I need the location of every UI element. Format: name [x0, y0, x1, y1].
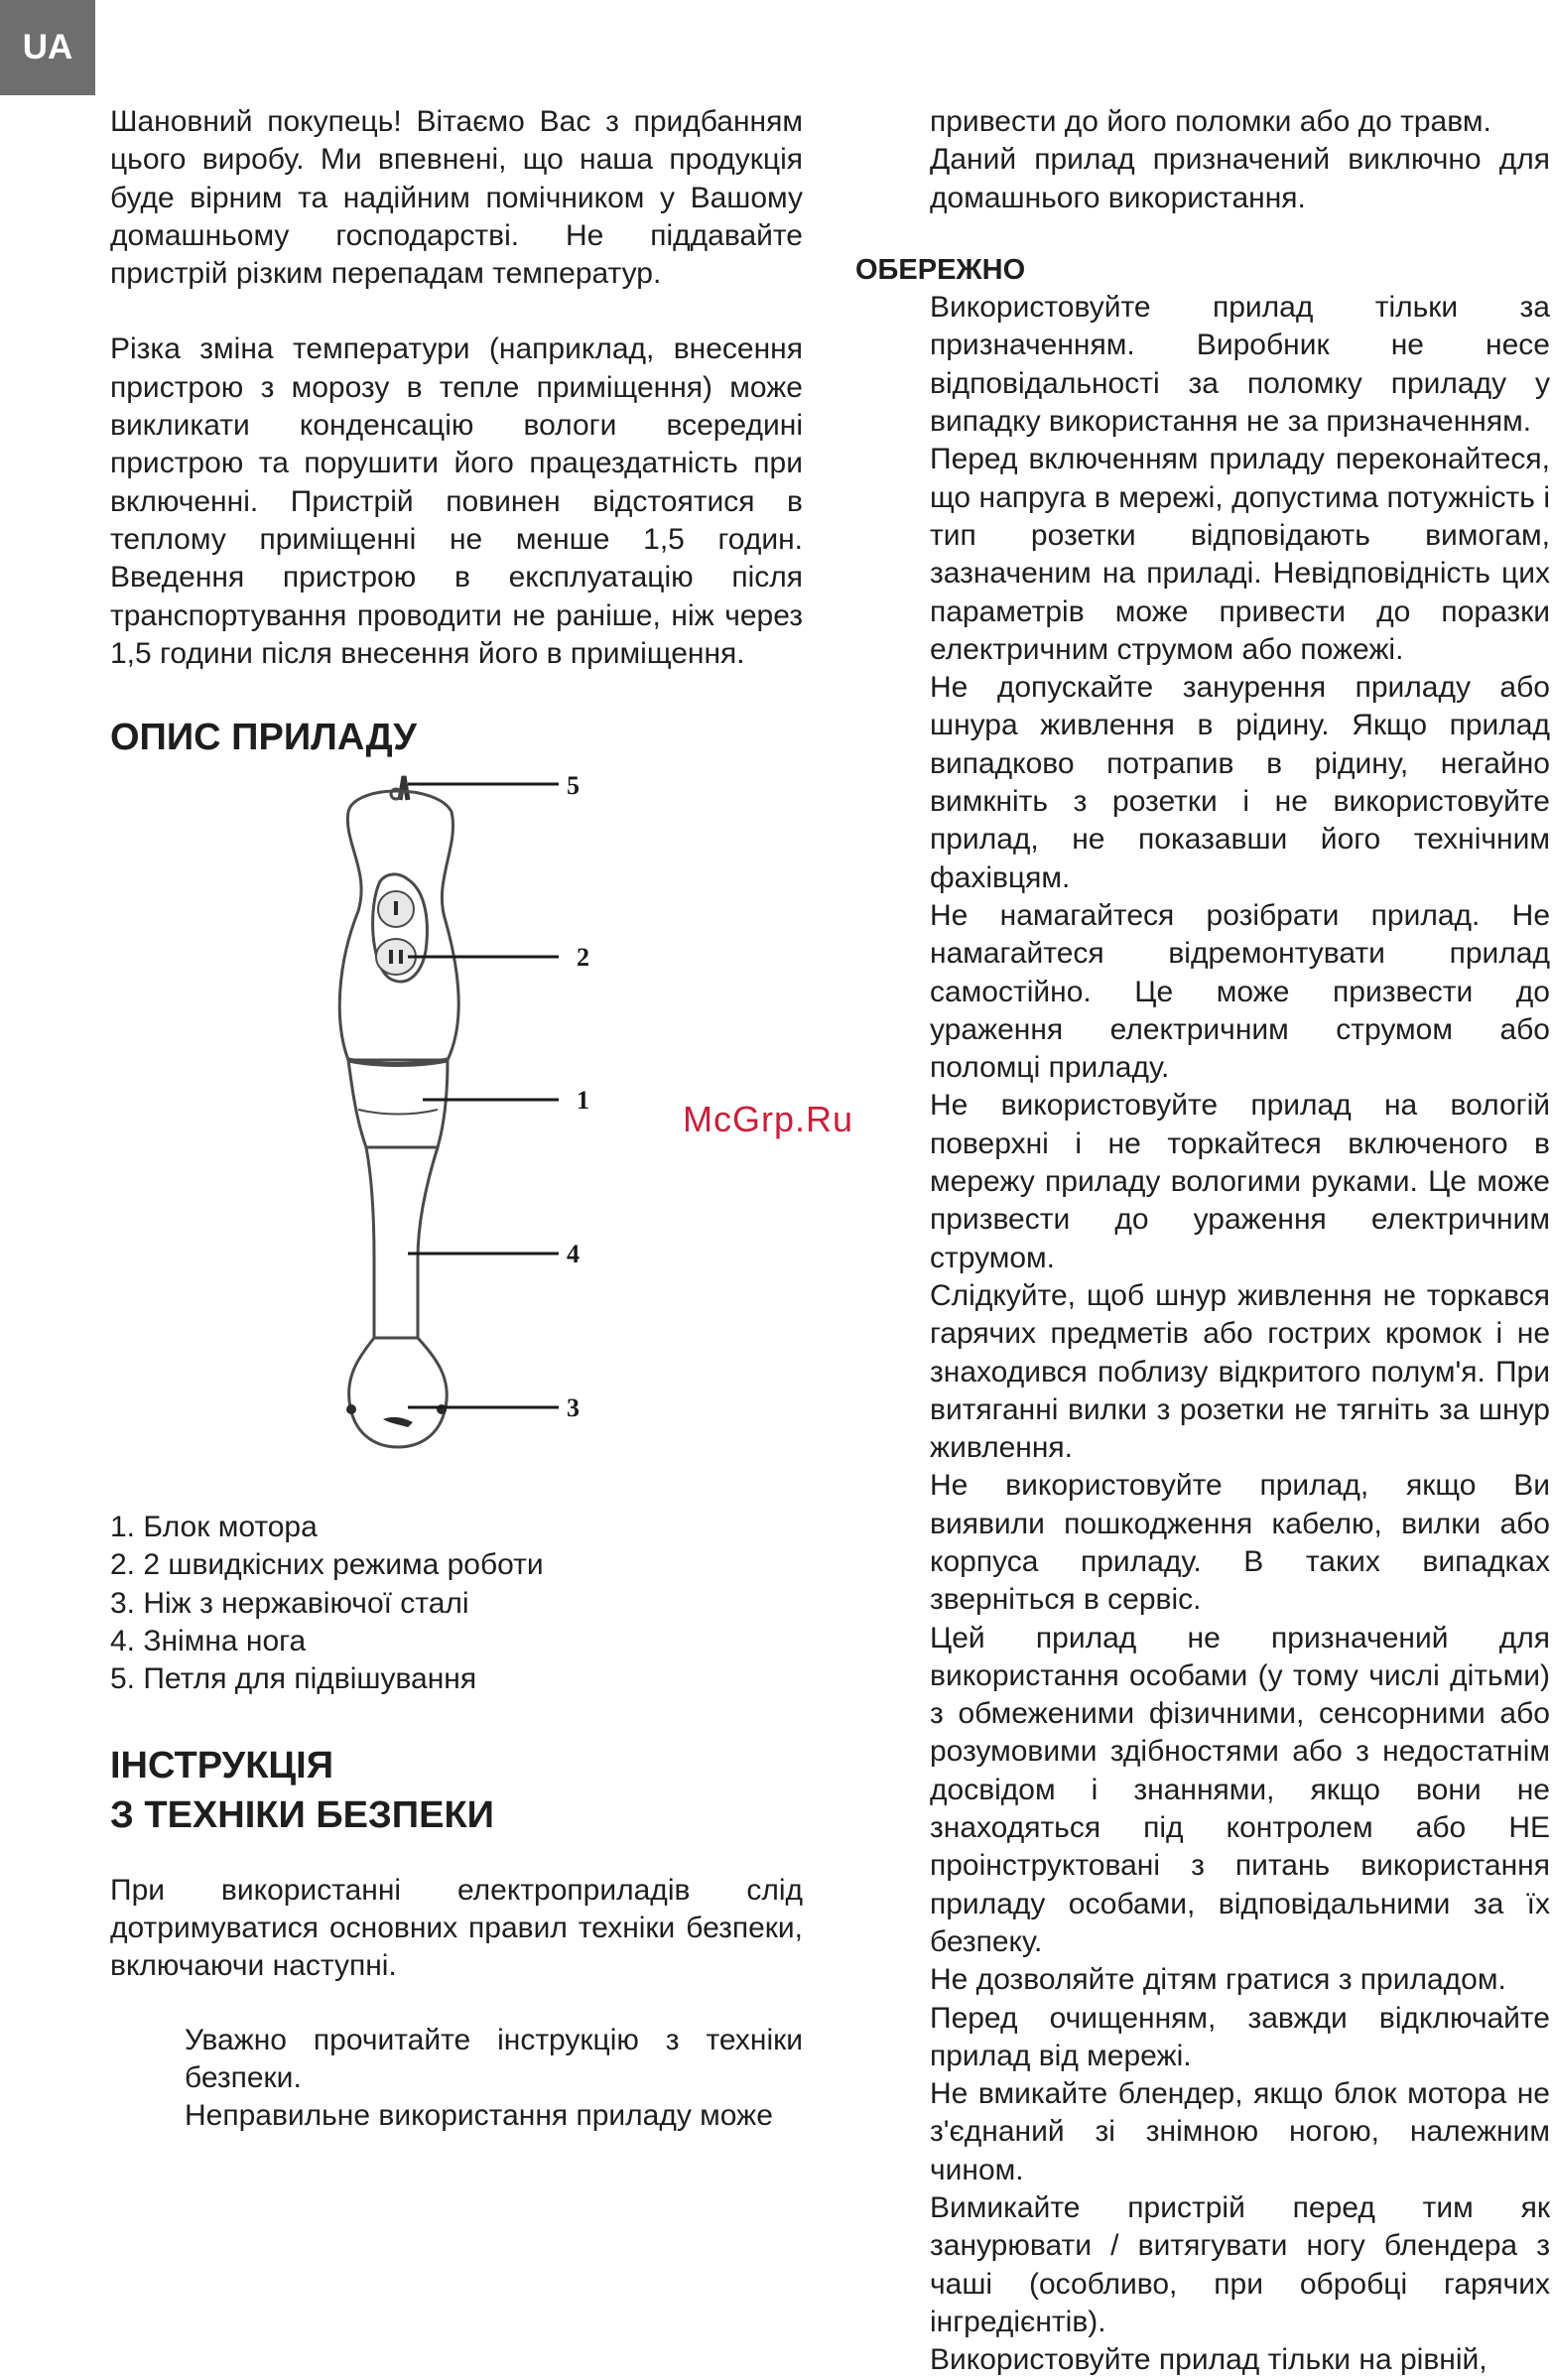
language-tab: UA [0, 0, 95, 95]
description-heading: ОПИС ПРИЛАДУ [110, 717, 417, 759]
caution-paragraph: Не вмикайте блендер, якщо блок мотора не з'єднаний зі знімною ногою, належним чином. [930, 2077, 1550, 2186]
caution-paragraph: Перед очищенням, завжди відключайте прилад від мережі. [930, 2001, 1550, 2072]
safety-paragraph: Неправильне використання приладу може [185, 2099, 773, 2133]
safety-intro: При використанні електроприладів слід дотримуватися основних правил техніки безпеки, включаючи наступні. [110, 1873, 803, 1983]
diagram-label-5: 5 [567, 771, 580, 801]
caution-paragraph: Не допускайте занурення приладу або шнура живлення в рідину. Якщо прилад випадково потрапив в рідину, негайно вимкніть з розетки і не використовуйте прилад, не показавши його технічним фахівцям. [930, 671, 1550, 894]
diagram-label-4: 4 [567, 1240, 580, 1269]
caution-heading: ОБЕРЕЖНО [855, 253, 1026, 286]
safety-heading-line-1: ІНСТРУКЦІЯ [110, 1744, 334, 1786]
list-item: 3. Ніж з нержавіючої сталі [110, 1586, 469, 1620]
blender-diagram [110, 762, 803, 1571]
caution-list [855, 289, 1550, 2379]
list-item: 4. Знімна нога [110, 1625, 307, 1658]
diagram-label-3: 3 [567, 1393, 580, 1423]
intro-paragraph: Шановний покупець! Вітаємо Вас з придбанням цього виробу. Ми впевнені, що наша продукція буде вірним та надійним помічником у Вашому домашньому господарстві. Не піддавайте пристрій різким перепадам температур. [110, 105, 803, 291]
caution-paragraph: Перед включенням приладу переконайтеся, що напруга в мережі, допустима потужність і тип розетки відповідають вимогам, зазначеним на приладі. Невідповідність цих параметрів може привести до поразки електричним струмом або пожежі. [930, 443, 1550, 666]
temperature-paragraph: Різка зміна температури (наприклад, внесення пристрою з морозу в тепле приміщення) може викликати конденсацію вологи всередині пристрою та порушити його працездатність при включенні. Пристрій повинен відстоятися в теплому приміщенні не менше 1,5 годин. Введення пристрою в експлуатацію після транспортування проводити не раніше, ніж через 1,5 години після внесення його в приміщення. [110, 332, 803, 670]
list-item: 5. Петля для підвішування [110, 1662, 477, 1696]
right-column [855, 103, 1550, 2380]
caution-paragraph: Слідкуйте, щоб шнур живлення не торкався гарячих предметів або гострих кромок і не знаходився поблизу відкритого полум'я. При витяганні вилки з розетки не тягніть за шнур живлення. [930, 1278, 1550, 1465]
list-item: 1. Блок мотора [110, 1511, 318, 1544]
continued-paragraph: Даний прилад призначений виключно для домашнього використання. [930, 143, 1550, 214]
caution-paragraph: Не дозволяйте дітям гратися з приладом. [930, 1963, 1506, 1997]
blender-illustration [110, 762, 803, 1571]
list-item: 2. 2 швидкісних режима роботи [110, 1548, 544, 1582]
continued-paragraph: привести до його поломки або до травм. [930, 105, 1491, 138]
caution-paragraph: Вимикайте пристрій перед тим як занурювати / витягувати ногу блендера з чаші (особливо, при обробці гарячих інгредієнтів). [930, 2191, 1550, 2338]
caution-paragraph: Використовуйте прилад тільки на рівній, [930, 2343, 1487, 2377]
diagram-label-1: 1 [577, 1086, 589, 1116]
caution-paragraph: Не намагайтеся розібрати прилад. Не намагайтеся відремонтувати прилад самостійно. Це може призвести до ураження електричним струмом або поломці приладу. [930, 898, 1550, 1085]
safety-paragraph: Уважно прочитайте інструкцію з техніки безпеки. [185, 2023, 803, 2094]
watermark: McGrp.Ru [683, 1099, 854, 1139]
caution-paragraph: Не використовуйте прилад, якщо Ви виявили пошкодження кабелю, вилки або корпуса приладу. В таких випадках зверніться в сервіс. [930, 1469, 1550, 1617]
caution-paragraph: Використовуйте прилад тільки за призначенням. Виробник не несе відповідальності за поломку приладу у випадку використання не за призначенням. [930, 291, 1550, 439]
safety-heading-line-2: З ТЕХНІКИ БЕЗПЕКИ [110, 1793, 494, 1836]
diagram-label-2: 2 [577, 943, 589, 973]
caution-paragraph: Цей прилад не призначений для використання особами (у тому числі дітьми) з обмеженими фізичними, сенсорними або розумовими здібностями або з недостатнім досвідом і знаннями, якщо вони не знаходяться під контролем або НЕ проінструктовані з питань використання приладу особами, відповідальними за їх безпеку. [930, 1621, 1550, 1958]
caution-paragraph: Не використовуйте прилад на вологій поверхні і не торкайтеся включеного в мережу приладу вологими руками. Це може призвести до ураження електричним струмом. [930, 1089, 1550, 1274]
